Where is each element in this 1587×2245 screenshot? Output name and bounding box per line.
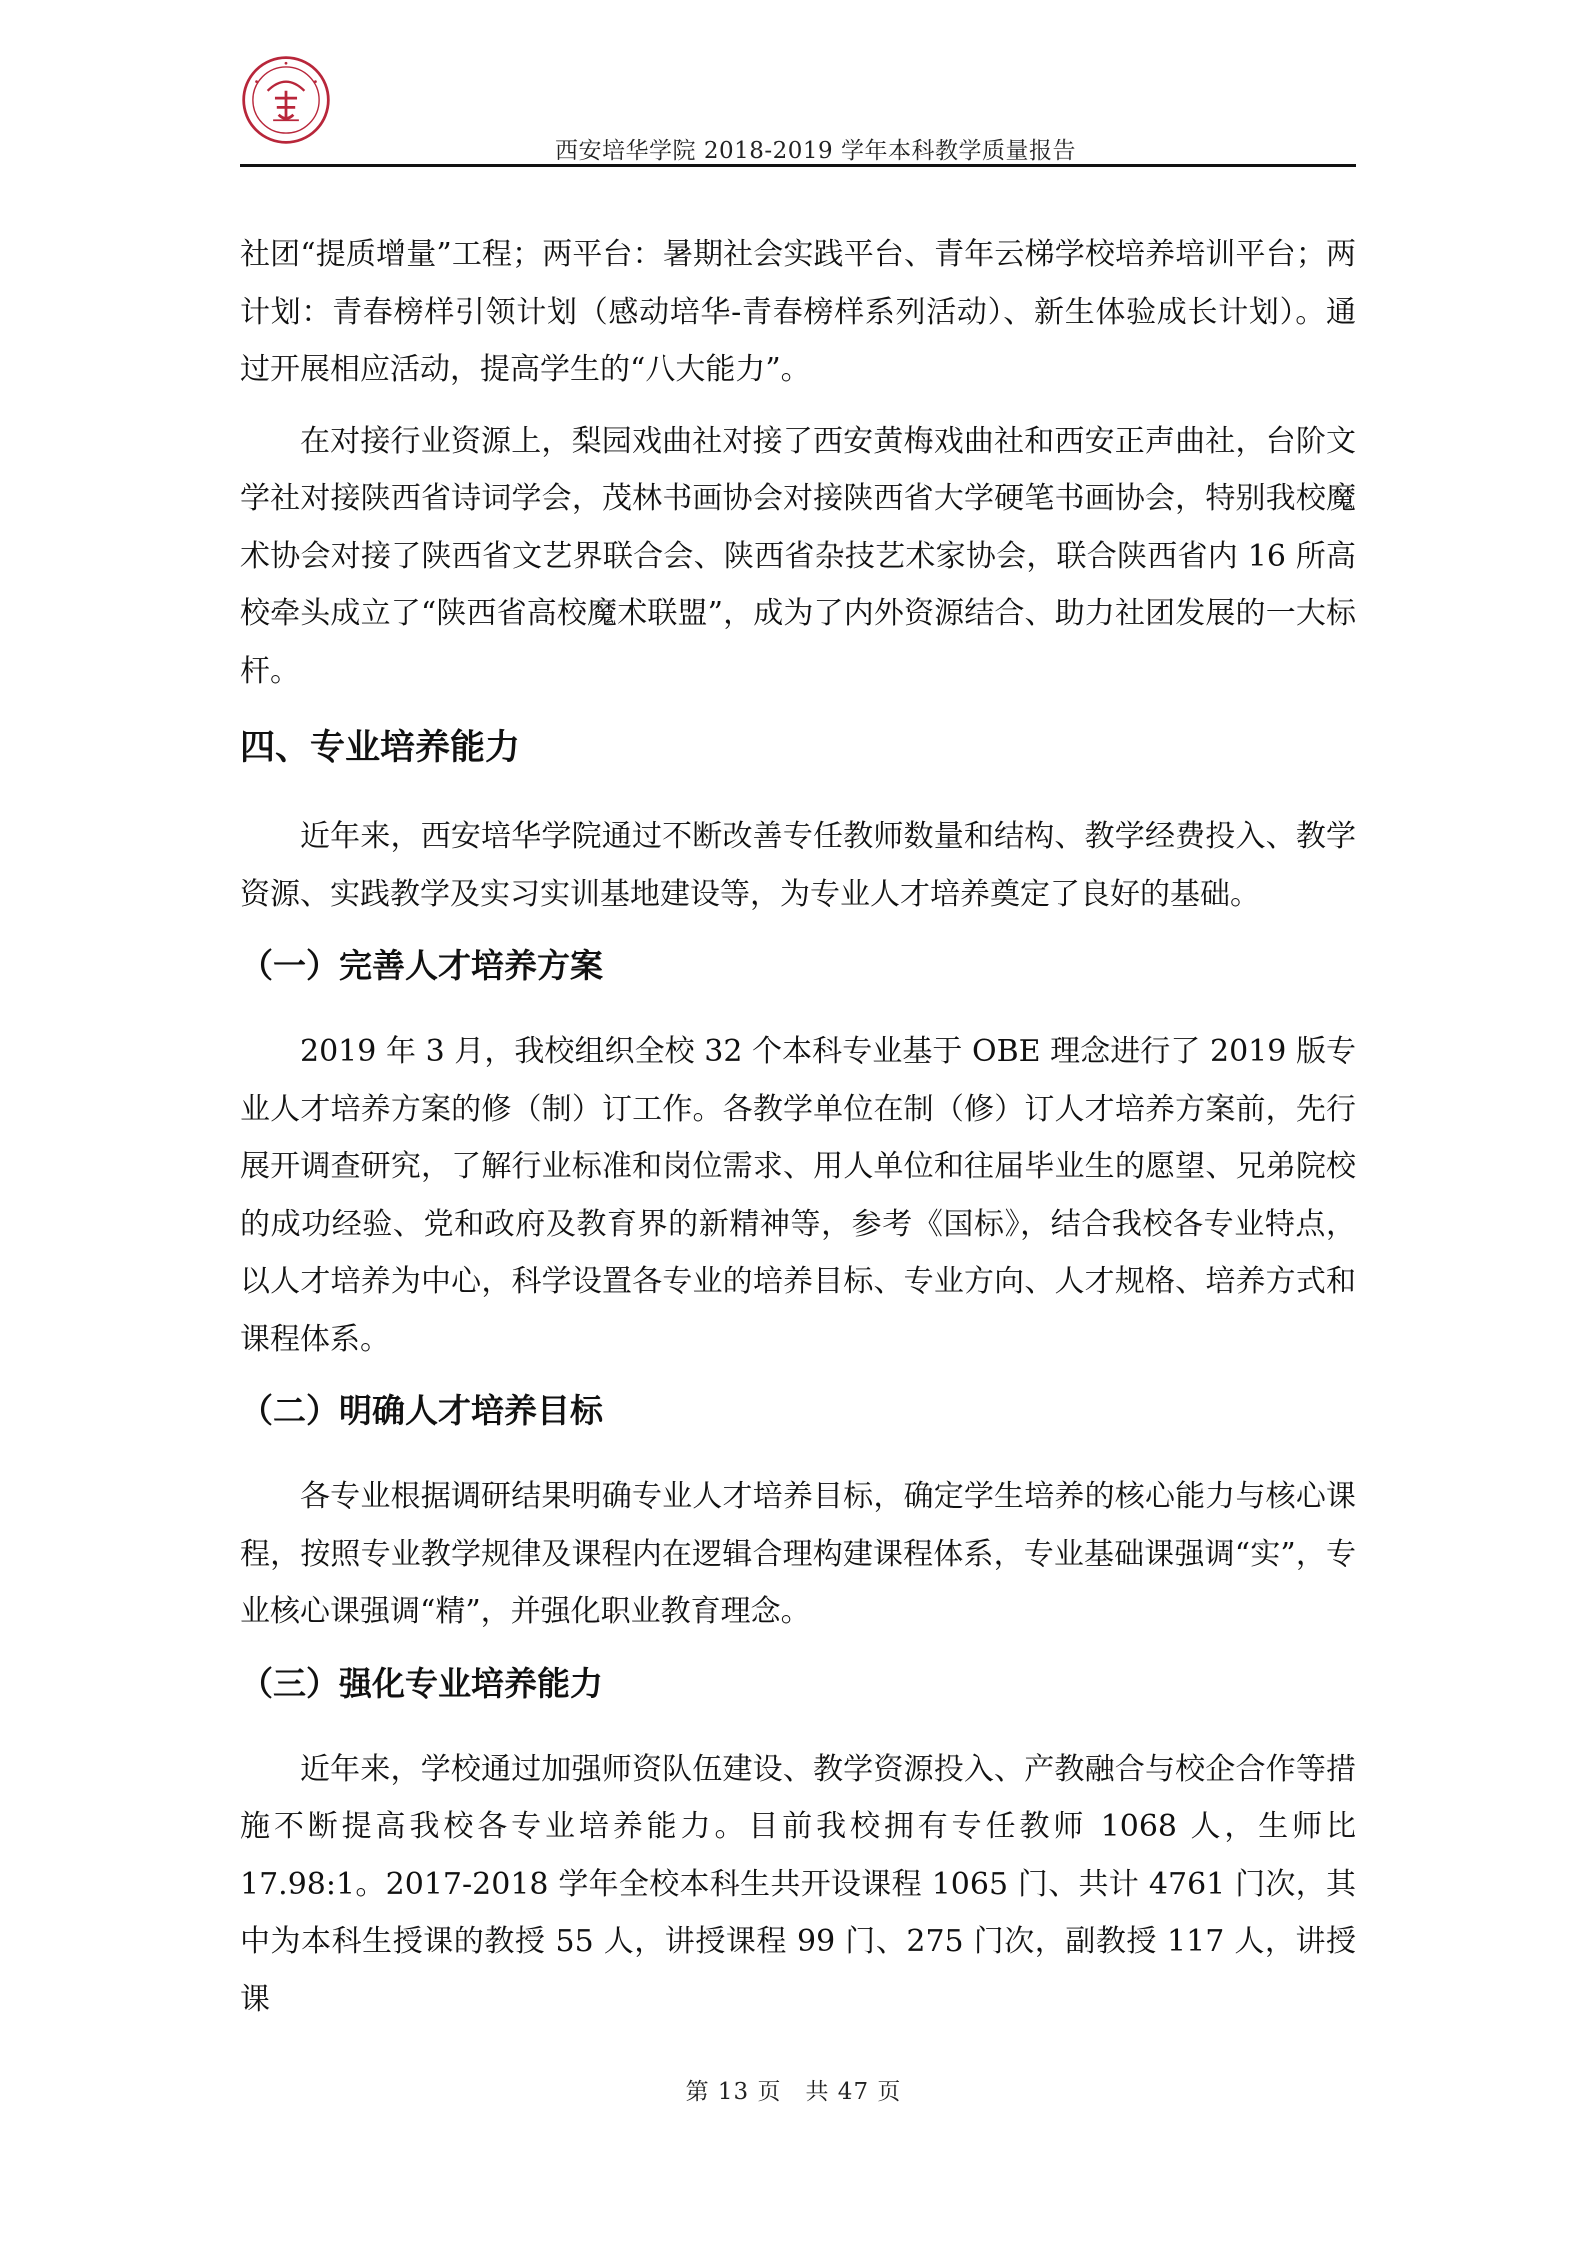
page-body [240, 226, 1356, 2042]
section-title-professional-training: 四、专业培养能力 [240, 728, 521, 768]
header-divider [240, 164, 1356, 167]
page-number: 第 13 页 共 47 页 [685, 2079, 902, 2105]
paragraph-section-intro: 近年来，西安培华学院通过不断改善专任教师数量和结构、教学经费投入、教学资源、实践教学及实习实训基地建设等，为专业人才培养奠定了良好的基础。 [240, 819, 1356, 912]
paragraph-training-capability: 近年来，学校通过加强师资队伍建设、教学资源投入、产教融合与校企合作等措施不断提高我校各专业培养能力。目前我校拥有专任教师 1068 人，生师比 17.98:1。2017-2018 学年全校本科生共开设课程 1065 门、共计 4761 门次，其中为本科生授课的教授 55 人，讲授课程 99 门、275 门次，副教授 117 人，讲授课 [240, 1751, 1356, 2017]
paragraph-industry-resources: 在对接行业资源上，梨园戏曲社对接了西安黄梅戏曲社和西安正声曲社，台阶文学社对接陕西省诗词学会，茂林书画协会对接陕西省大学硬笔书画协会，特别我校魔术协会对接了陕西省文艺界联合会、陕西省杂技艺术家协会，联合陕西省内 16 所高校牵头成立了“陕西省高校魔术联盟”，成为了内外资源结合、助力社团发展的一大标杆。 [240, 423, 1356, 689]
subsection-title-training-plan: （一）完善人才培养方案 [240, 946, 603, 985]
paragraph-training-goals: 各专业根据调研结果明确专业人才培养目标，确定学生培养的核心能力与核心课程，按照专业教学规律及课程内在逻辑合理构建课程体系，专业基础课强调“实”，专业核心课强调“精”，并强化职业教育理念。 [240, 1479, 1356, 1629]
paragraph-club-engineering: 社团“提质增量”工程；两平台：暑期社会实践平台、青年云梯学校培养培训平台；两计划：青春榜样引领计划（感动培华-青春榜样系列活动）、新生体验成长计划）。通过开展相应活动，提高学生的“八大能力”。 [240, 237, 1356, 387]
report-header-title: 西安培华学院 2018-2019 学年本科教学质量报告 [555, 138, 1076, 164]
paragraph-training-plan: 2019 年 3 月，我校组织全校 32 个本科专业基于 OBE 理念进行了 2019 版专业人才培养方案的修（制）订工作。各教学单位在制（修）订人才培养方案前，先行展开调查研究，了解行业标准和岗位需求、用人单位和往届毕业生的愿望、兄弟院校的成功经验、党和政府及教育界的新精神等，参考《国标》，结合我校各专业特点，以人才培养为中心，科学设置各专业的培养目标、专业方向、人才规格、培养方式和课程体系。 [240, 1034, 1356, 1357]
subsection-title-training-capability: （三）强化专业培养能力 [240, 1663, 603, 1703]
subsection-title-training-goals: （二）明确人才培养目标 [240, 1391, 603, 1430]
university-logo-icon [240, 54, 332, 146]
page-header [240, 50, 1356, 168]
